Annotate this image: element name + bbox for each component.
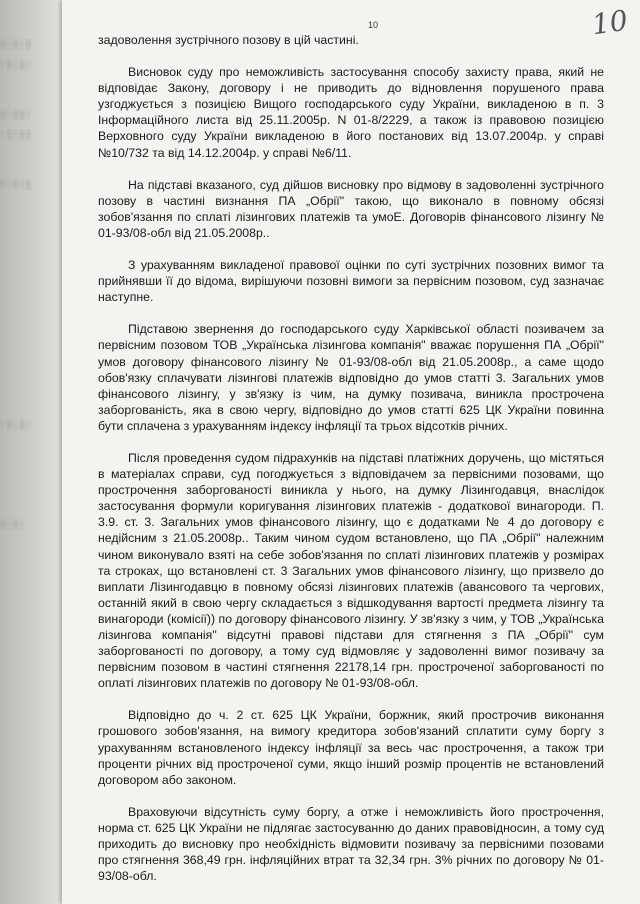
adjacent-page-edge: [0, 0, 62, 904]
ghost-text: ▒░▒░▒: [0, 40, 33, 50]
paragraph: задоволення зустрічного позову в цій частині.: [98, 33, 359, 47]
paragraph: Відповідно до ч. 2 ст. 625 ЦК України, боржник, який прострочив виконання грошового зобов'язання, на вимогу кредитора зобов'язаний сплатити суму боргу з урахуванням встановленого індексу інфляції за весь час прострочення, а також три проценти річних від простроченої суми, якщо інший розмір процентів не встановлений договором або законом.: [98, 708, 604, 787]
paragraph: Після проведення судом підрахунків на підставі платіжних доручень, що містяться в матеріалах справи, суд погоджується з відповідачем за первісними позовами, що прострочення заборгованості виникла у нього, на думку Лізингодавця, внаслідок застосування формули коригування лізингових платежів - додаткової винагороди. П. 3.9. ст. 3. Загальних умов фінансового лізингу, що є додатками № 4 до договору є недійсним з 21.05.2008р.. Таким чином судом встановлено, що ПА „Обрії" належним чином виконувало взяті на себе зобов'язання по сплаті лізингових платежів у розмірах та строках, що встановлені ст. 3 Загальних умов фінансового лізингу, що призвело до виплати Лізингодавцю в повному обсязі лізингових платежів (авансового та чергових, останній який в свою чергу складається з відшкодування вартості предмета лізингу та винагороди (комісії)) по договору фінансового лізингу. У зв'язку з чим, у ТОВ „Українська лізингова компанія" відсутні правові підстави для стягнення з ПА „Обрії" сум заборгованості по договору, а тому суд відмовляє у задоволенні вимог позивачу за первісним позовом в частині стягнення 22178,14 грн. простроченої заборгованості по оплаті лізингових платежів по договору № 01-93/08-обл.: [98, 450, 604, 691]
ghost-text: ▒░▒░▒: [0, 180, 33, 190]
ghost-text: ░▒░▒░: [0, 60, 33, 70]
ghost-text: ░▒░▒▒: [0, 130, 33, 140]
handwritten-page-number: 10: [589, 3, 630, 42]
paragraph: На підставі вказаного, суд дійшов висновку про відмову в задоволенні зустрічного позову в частині визнання ПА „Обрії" такою, що виконало в повному обсязі зобов'язання по сплаті лізингових платежів та умоЕ. Договорів фінансового лізингу № 01-93/08-обл від 21.05.2008р..: [98, 177, 604, 240]
paragraph: З урахуванням викладеної правової оцінки по суті зустрічних позовних вимог та прийнявши її до відома, вирішуючи позовні вимоги за первісним позовом, суд зазначає наступне.: [98, 258, 604, 305]
document-body: [98, 32, 604, 900]
ghost-text: ▒░▒░: [0, 520, 26, 530]
paragraph: Висновок суду про неможливість застосування способу захисту права, який не відповідає Закону, договору і не приводить до відновлення порушеного права узгоджується з позицією Вищого господарського суду України, викладеною в п. 3 Інформаційного листа від 25.11.2005р. N 01-8/2229, а також із правовою позицією Верховного суду України викладеною в його постанових від 13.07.2004р. у справі №10/732 та від 14.12.2004р. у справі №6/11.: [98, 65, 604, 160]
paragraph: Враховуючи відсутність суму боргу, а отже і неможливість його прострочення, норма ст. 625 ЦК України не підлягає застосуванню до даних правовідносин, а тому суд приходить до висновку про необхідність відмовити позивачу за первісними позовами про стягнення 368,49 грн. інфляційних втрат та 32,34 грн. 3% річних по договору № 01-93/08-обл.: [98, 804, 604, 884]
ghost-text: ▒░▒▒░: [0, 110, 33, 120]
ghost-text: ░▒░▒░: [0, 420, 33, 430]
document-page: [62, 0, 640, 904]
page-number: 10: [368, 20, 379, 30]
paragraph: Підставою звернення до господарського суду Харківської області позивачем за первісним позовом ТОВ „Українська лізингова компанія" вважає порушення ПА „Обрії" умов договору фінансового лізингу № 01-93/08-обл від 21.05.2008р., а саме щодо обов'язку сплачувати лізингові платежів відповідно до умов статті 3. Загальних умов фінансового лізингу, у зв'язку із чим, на думку позивача, виникла прострочена заборгованість, яка в свою чергу, відповідно до умов статті 625 ЦК України повинна бути сплачена з урахуванням індексу інфляції та трьох відсотків річних.: [98, 322, 604, 433]
